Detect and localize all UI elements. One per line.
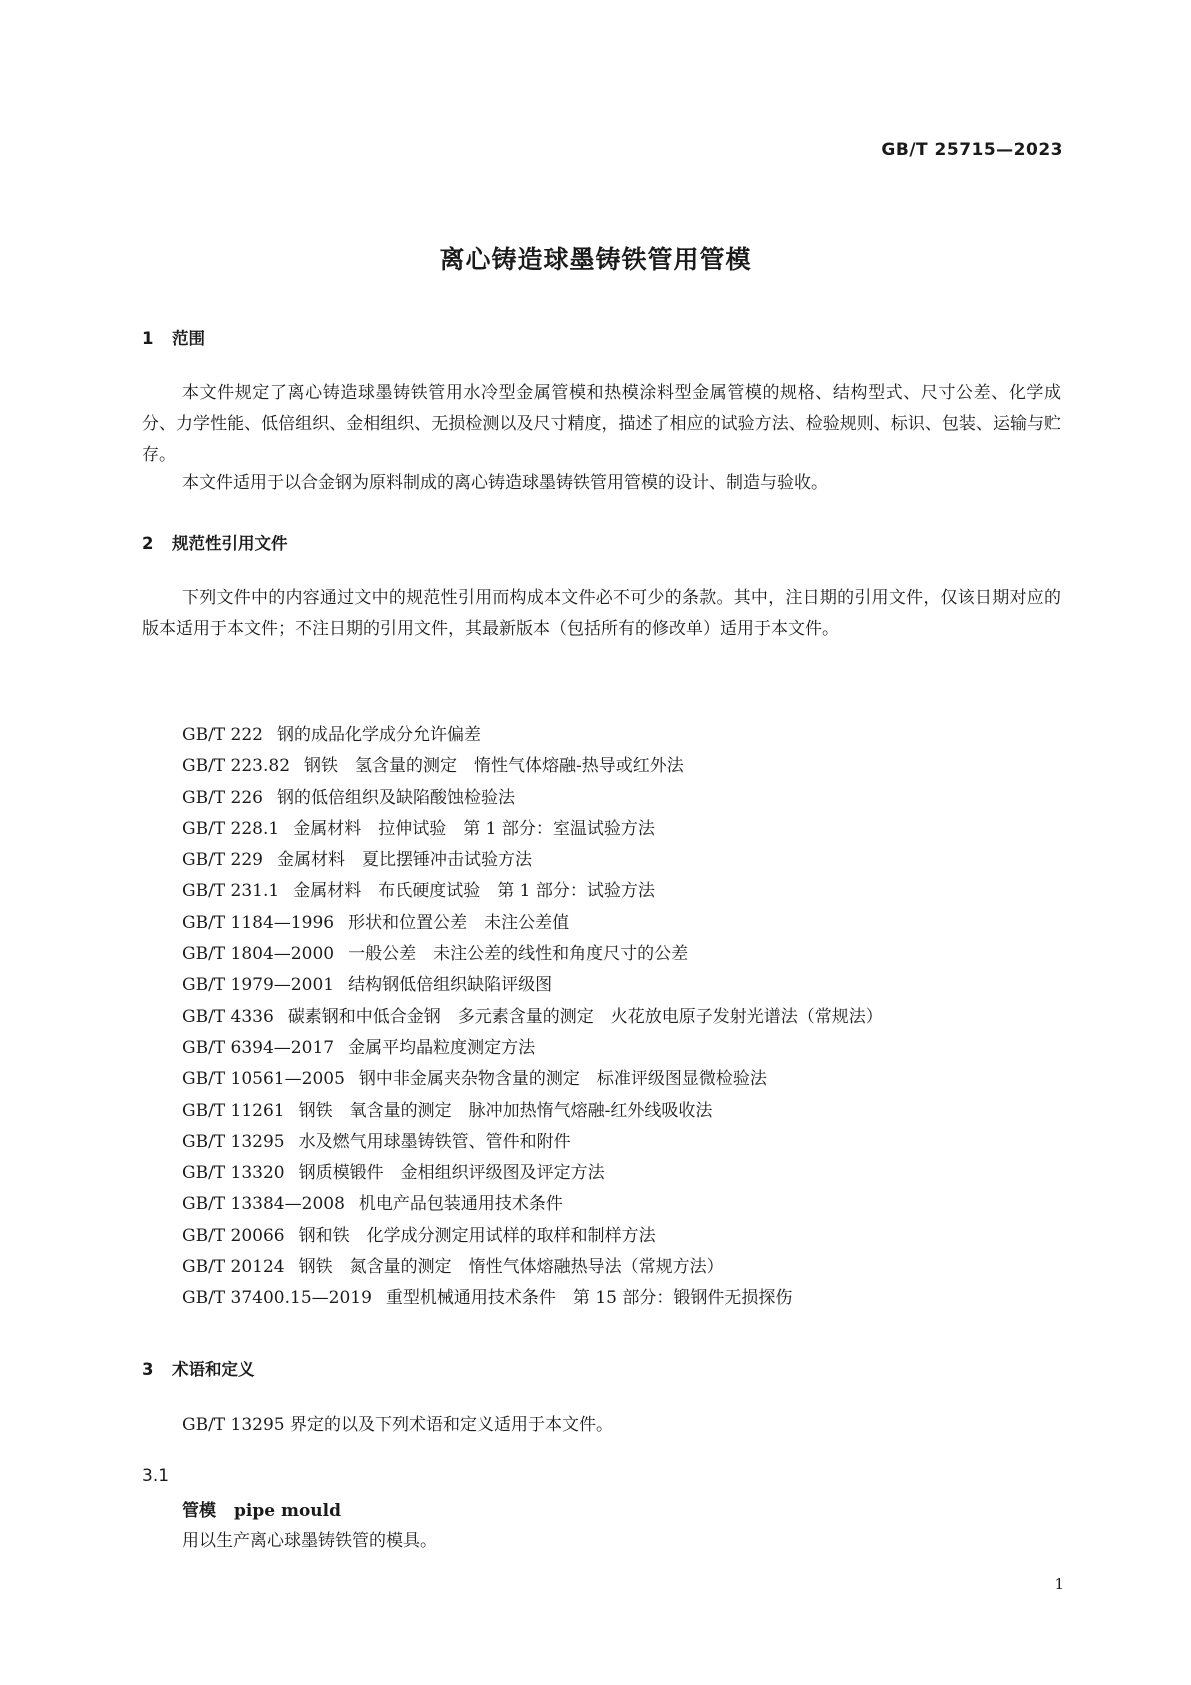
reference-item bbox=[182, 908, 883, 939]
reference-title: 钢的低倍组织及缺陷酸蚀检验法 bbox=[277, 787, 515, 808]
reference-code: GB/T 1804—2000 bbox=[182, 944, 335, 965]
reference-code: GB/T 223.82 bbox=[182, 756, 291, 777]
reference-list bbox=[182, 720, 883, 1315]
reference-item bbox=[182, 720, 883, 751]
reference-item bbox=[182, 1158, 883, 1189]
reference-title: 水及燃气用球墨铸铁管、管件和附件 bbox=[298, 1131, 571, 1152]
reference-code: GB/T 11261 bbox=[182, 1100, 285, 1121]
reference-title: 结构钢低倍组织缺陷评级图 bbox=[348, 975, 553, 996]
section-title: 规范性引用文件 bbox=[172, 534, 288, 553]
reference-code: GB/T 222 bbox=[182, 725, 263, 745]
reference-title: 机电产品包装通用技术条件 bbox=[358, 1194, 563, 1215]
section-heading-terms bbox=[142, 1356, 255, 1380]
reference-item bbox=[182, 1283, 883, 1314]
reference-title: 钢铁 氧含量的测定 脉冲加热惰气熔融-红外线吸收法 bbox=[298, 1100, 713, 1121]
reference-item bbox=[182, 1189, 883, 1220]
terms-intro: GB/T 13295 界定的以及下列术语和定义适用于本文件。 bbox=[182, 1415, 614, 1435]
term-definition: 用以生产离心球墨铸铁管的模具。 bbox=[182, 1531, 437, 1551]
section-heading-normative-references bbox=[142, 530, 288, 554]
normative-refs-intro: 下列文件中的内容通过文中的规范性引用而构成本文件必不可少的条款。其中，注日期的引用文件，仅该日期对应的版本适用于本文件；不注日期的引用文件，其最新版本（包括所有的修改单）适用于本文件。 bbox=[142, 588, 1061, 639]
reference-title: 碳素钢和中低合金钢 多元素含量的测定 火花放电原子发射光谱法（常规法） bbox=[287, 1006, 883, 1027]
reference-item bbox=[182, 1127, 883, 1158]
reference-item bbox=[182, 1221, 883, 1252]
section-number: 1 bbox=[142, 329, 154, 348]
section-number: 2 bbox=[142, 534, 154, 553]
section-heading-scope bbox=[142, 325, 205, 349]
reference-code: GB/T 229 bbox=[182, 850, 263, 871]
reference-item bbox=[182, 876, 883, 907]
reference-code: GB/T 20066 bbox=[182, 1225, 285, 1246]
reference-title: 重型机械通用技术条件 第 15 部分：锻钢件无损探伤 bbox=[385, 1288, 793, 1309]
reference-item bbox=[182, 845, 883, 876]
reference-item bbox=[182, 939, 883, 970]
reference-title: 钢铁 氮含量的测定 惰性气体熔融热导法（常规方法） bbox=[298, 1257, 724, 1278]
reference-code: GB/T 13384—2008 bbox=[182, 1194, 345, 1215]
reference-item bbox=[182, 1033, 883, 1064]
reference-title: 金属材料 拉伸试验 第 1 部分：室温试验方法 bbox=[293, 818, 655, 839]
reference-item bbox=[182, 783, 883, 814]
term-english: pipe mould bbox=[234, 1501, 341, 1521]
reference-title: 形状和位置公差 未注公差值 bbox=[348, 912, 570, 933]
reference-code: GB/T 6394—2017 bbox=[182, 1037, 335, 1058]
reference-title: 钢和铁 化学成分测定用试样的取样和制样方法 bbox=[298, 1225, 656, 1246]
section-number: 3 bbox=[142, 1360, 154, 1379]
term-entry-number: 3.1 bbox=[142, 1466, 170, 1486]
reference-item bbox=[182, 751, 883, 782]
reference-item bbox=[182, 814, 883, 845]
reference-code: GB/T 10561—2005 bbox=[182, 1069, 345, 1090]
term-chinese: 管模 bbox=[182, 1501, 216, 1521]
reference-code: GB/T 4336 bbox=[182, 1006, 274, 1027]
reference-code: GB/T 13295 bbox=[182, 1131, 285, 1152]
reference-code: GB/T 228.1 bbox=[182, 818, 280, 839]
reference-title: 金属材料 布氏硬度试验 第 1 部分：试验方法 bbox=[293, 881, 655, 902]
reference-title: 钢中非金属夹杂物含量的测定 标准评级图显微检验法 bbox=[358, 1069, 767, 1090]
reference-title: 钢的成品化学成分允许偏差 bbox=[277, 725, 481, 745]
page-number: 1 bbox=[1054, 1575, 1064, 1593]
reference-code: GB/T 20124 bbox=[182, 1257, 285, 1278]
reference-code: GB/T 231.1 bbox=[182, 881, 280, 902]
reference-item bbox=[182, 1064, 883, 1095]
reference-code: GB/T 1979—2001 bbox=[182, 975, 335, 996]
reference-item bbox=[182, 1096, 883, 1127]
reference-title: 金属材料 夏比摆锤冲击试验方法 bbox=[277, 850, 532, 871]
reference-item bbox=[182, 1252, 883, 1283]
reference-item bbox=[182, 970, 883, 1001]
reference-title: 钢铁 氢含量的测定 惰性气体熔融-热导或红外法 bbox=[304, 756, 684, 777]
section-title: 范围 bbox=[172, 329, 205, 348]
reference-item bbox=[182, 1002, 883, 1033]
scope-paragraph-2: 本文件适用于以合金钢为原料制成的离心铸造球墨铸铁管用管模的设计、制造与验收。 bbox=[182, 473, 828, 493]
document-title: 离心铸造球墨铸铁管用管模 bbox=[439, 245, 752, 274]
reference-title: 一般公差 未注公差的线性和角度尺寸的公差 bbox=[348, 944, 689, 965]
reference-title: 钢质模锻件 金相组织评级图及评定方法 bbox=[298, 1163, 605, 1184]
reference-code: GB/T 13320 bbox=[182, 1163, 285, 1184]
reference-code: GB/T 226 bbox=[182, 787, 263, 808]
reference-title: 金属平均晶粒度测定方法 bbox=[348, 1037, 536, 1058]
scope-paragraph-1: 本文件规定了离心铸造球墨铸铁管用水冷型金属管模和热模涂料型金属管模的规格、结构型式、尺寸公差、化学成分、力学性能、低倍组织、金相组织、无损检测以及尺寸精度，描述了相应的试验方法、检验规则、标识、包装、运输与贮存。 bbox=[142, 383, 1061, 465]
term-entry bbox=[182, 1496, 341, 1521]
reference-code: GB/T 37400.15—2019 bbox=[182, 1288, 372, 1309]
standard-code: GB/T 25715—2023 bbox=[881, 140, 1063, 160]
section-title: 术语和定义 bbox=[172, 1360, 255, 1379]
reference-code: GB/T 1184—1996 bbox=[182, 912, 335, 933]
